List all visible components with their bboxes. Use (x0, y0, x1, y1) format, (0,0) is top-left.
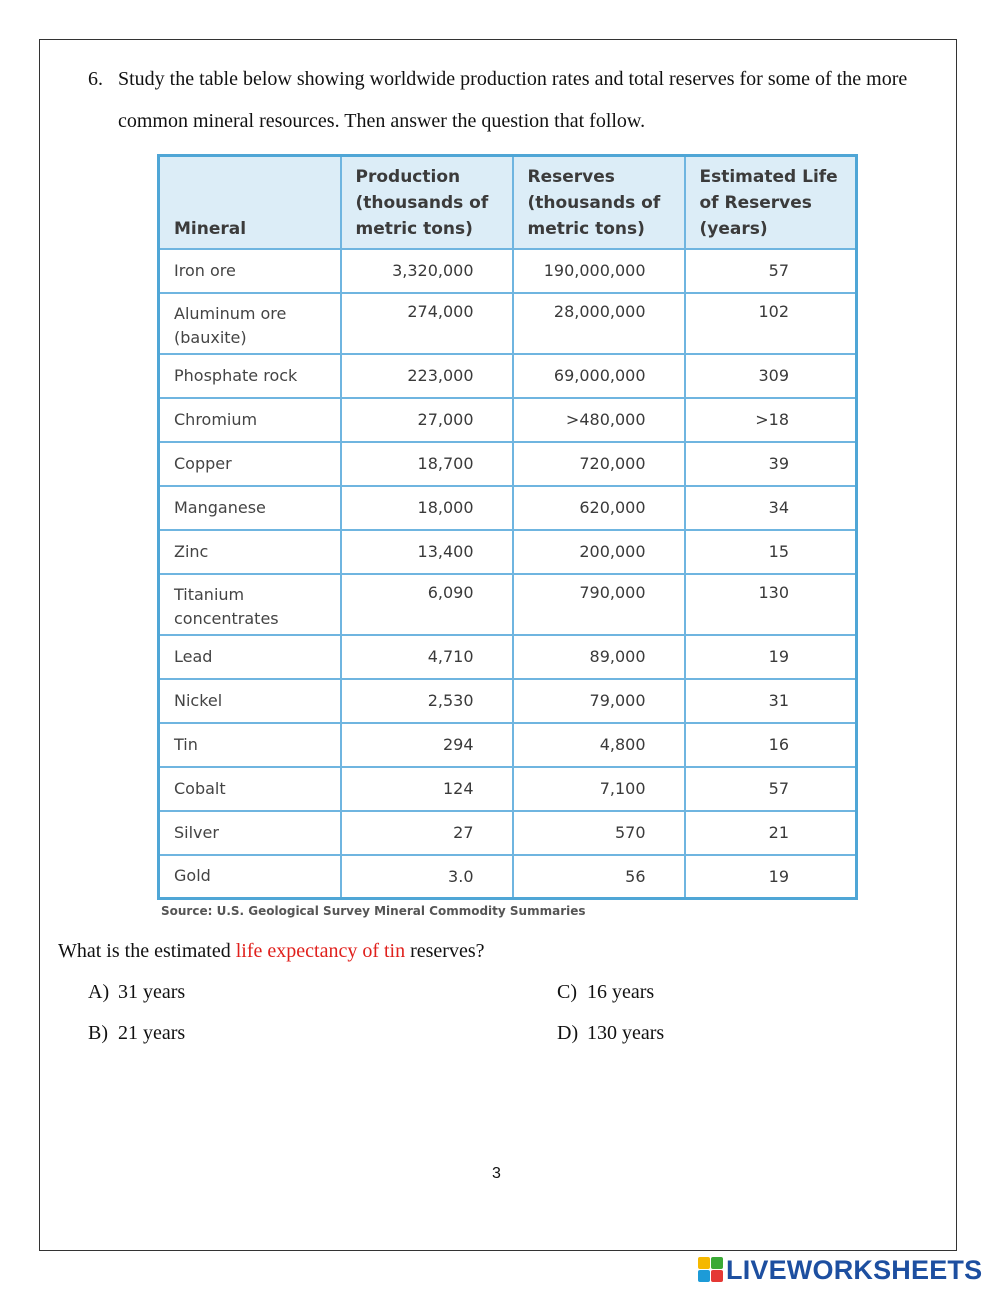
liveworksheets-mark-icon (698, 1257, 724, 1283)
cell-mineral: Phosphate rock (159, 354, 341, 398)
cell-production: 6,090 (341, 574, 513, 635)
question-text: Study the table below showing worldwide production rates and total reserves for some of the more common mineral resources. Then answer the question that follow. (118, 68, 908, 132)
cell-life: 130 (685, 574, 857, 635)
option-text: 130 years (587, 1022, 665, 1044)
cell-mineral: Aluminum ore (bauxite) (159, 293, 341, 354)
cell-mineral: Zinc (159, 530, 341, 574)
cell-production: 274,000 (341, 293, 513, 354)
cell-mineral: Gold (159, 855, 341, 899)
cell-production: 3,320,000 (341, 249, 513, 293)
cell-reserves: 28,000,000 (513, 293, 685, 354)
cell-life: 19 (685, 855, 857, 899)
cell-reserves: 79,000 (513, 679, 685, 723)
table-row (159, 249, 857, 293)
cell-mineral: Tin (159, 723, 341, 767)
cell-mineral: Chromium (159, 398, 341, 442)
question-block (88, 58, 938, 142)
cell-production: 124 (341, 767, 513, 811)
question-number: 6. (88, 68, 103, 90)
cell-reserves: 570 (513, 811, 685, 855)
cell-reserves: 200,000 (513, 530, 685, 574)
cell-life: 15 (685, 530, 857, 574)
cell-life: 34 (685, 486, 857, 530)
cell-life: 309 (685, 354, 857, 398)
table-header-row (159, 156, 857, 249)
table-row (159, 354, 857, 398)
option-c[interactable] (557, 981, 654, 1004)
cell-life: 21 (685, 811, 857, 855)
cell-life: 19 (685, 635, 857, 679)
cell-mineral: Silver (159, 811, 341, 855)
table-row (159, 398, 857, 442)
page-number: 3 (492, 1165, 501, 1182)
cell-reserves: 89,000 (513, 635, 685, 679)
cell-reserves: 790,000 (513, 574, 685, 635)
table-row (159, 855, 857, 899)
cell-life: 102 (685, 293, 857, 354)
cell-production: 2,530 (341, 679, 513, 723)
cell-reserves: 4,800 (513, 723, 685, 767)
table-source: Source: U.S. Geological Survey Mineral Commodity Summaries (161, 904, 586, 918)
header-life: Estimated Life of Reserves (years) (685, 156, 857, 249)
prompt-after: reserves? (405, 940, 485, 962)
cell-mineral: Cobalt (159, 767, 341, 811)
option-b[interactable] (88, 1022, 185, 1045)
cell-life: 31 (685, 679, 857, 723)
cell-life: 57 (685, 249, 857, 293)
cell-life: 57 (685, 767, 857, 811)
cell-reserves: 69,000,000 (513, 354, 685, 398)
prompt-highlight: life expectancy of tin (235, 940, 406, 962)
header-mineral: Mineral (159, 156, 341, 249)
cell-production: 223,000 (341, 354, 513, 398)
table-row (159, 530, 857, 574)
table-row (159, 293, 857, 354)
header-production: Production (thousands of metric tons) (341, 156, 513, 249)
cell-production: 18,700 (341, 442, 513, 486)
cell-mineral: Manganese (159, 486, 341, 530)
cell-reserves: 620,000 (513, 486, 685, 530)
table-row (159, 811, 857, 855)
table-row (159, 635, 857, 679)
liveworksheets-logo[interactable] (698, 1254, 982, 1286)
cell-production: 27 (341, 811, 513, 855)
option-letter: B) (88, 1022, 108, 1044)
cell-mineral: Nickel (159, 679, 341, 723)
table-row (159, 442, 857, 486)
option-d[interactable] (557, 1022, 664, 1045)
table-row (159, 723, 857, 767)
cell-mineral: Lead (159, 635, 341, 679)
option-letter: A) (88, 981, 110, 1003)
brand-name: LIVEWORKSHEETS (726, 1254, 983, 1285)
question-prompt (58, 940, 485, 963)
table-body (159, 249, 857, 899)
table-row (159, 679, 857, 723)
cell-life: 16 (685, 723, 857, 767)
option-letter: C) (557, 981, 577, 1003)
cell-life: >18 (685, 398, 857, 442)
mineral-table (157, 154, 858, 900)
table-row (159, 767, 857, 811)
cell-production: 13,400 (341, 530, 513, 574)
cell-reserves: 56 (513, 855, 685, 899)
table-row (159, 574, 857, 635)
option-letter: D) (557, 1022, 579, 1044)
cell-reserves: 7,100 (513, 767, 685, 811)
cell-mineral: Copper (159, 442, 341, 486)
option-text: 16 years (587, 981, 655, 1003)
option-a[interactable] (88, 981, 185, 1004)
cell-production: 3.0 (341, 855, 513, 899)
cell-mineral: Titanium concentrates (159, 574, 341, 635)
cell-production: 4,710 (341, 635, 513, 679)
option-text: 21 years (118, 1022, 186, 1044)
table-row (159, 486, 857, 530)
prompt-before: What is the estimated (58, 940, 236, 962)
option-text: 31 years (118, 981, 186, 1003)
cell-life: 39 (685, 442, 857, 486)
cell-mineral: Iron ore (159, 249, 341, 293)
cell-production: 18,000 (341, 486, 513, 530)
mineral-table-container (157, 154, 857, 918)
cell-production: 294 (341, 723, 513, 767)
cell-production: 27,000 (341, 398, 513, 442)
cell-reserves: >480,000 (513, 398, 685, 442)
header-reserves: Reserves (thousands of metric tons) (513, 156, 685, 249)
cell-reserves: 720,000 (513, 442, 685, 486)
cell-reserves: 190,000,000 (513, 249, 685, 293)
